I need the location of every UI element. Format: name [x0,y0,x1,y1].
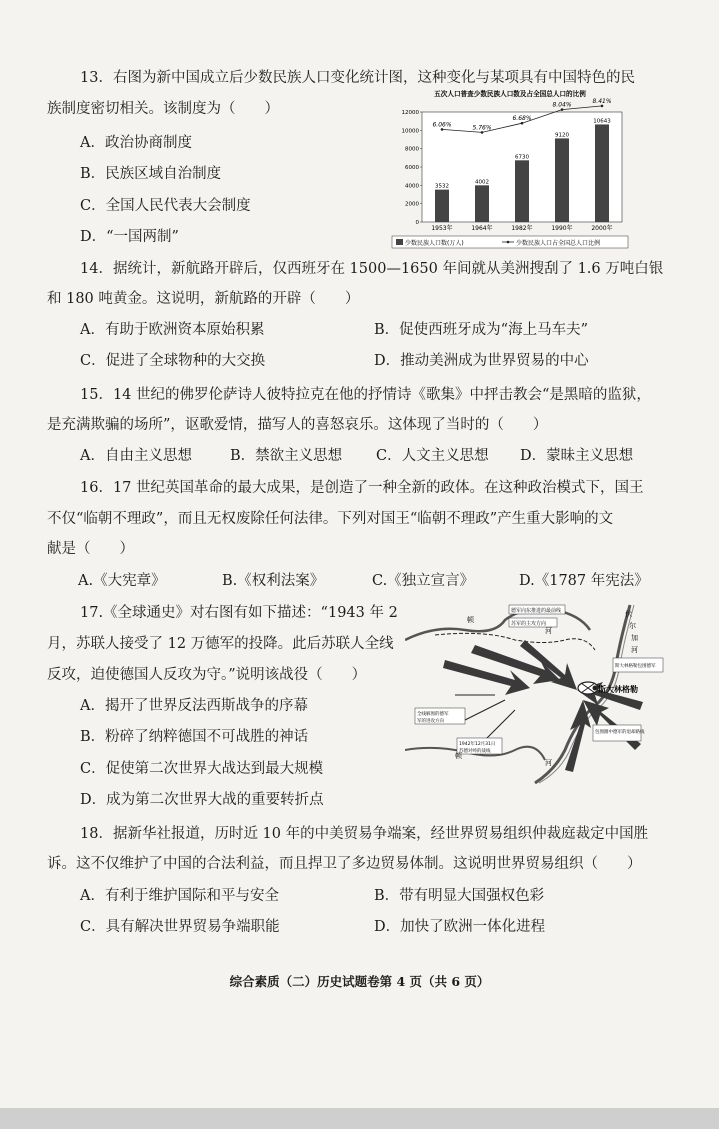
bar-value-label: 10643 [593,118,611,125]
q17-option-d[interactable]: D．成为第二次世界大战的重要转折点 [80,792,324,808]
q15-stem-line2: 是充满欺骗的场所”，讴歌爱情，描写人的喜怒哀乐。这体现了当时的（ ） [47,417,548,433]
q16-option-c[interactable]: C.《独立宣言》 [372,573,475,589]
q13-stem-line1: 13．右图为新中国成立后少数民族人口变化统计图，这种变化与某项具有中国特色的民 [80,70,635,86]
map-city-label: 斯大林格勒 [598,685,638,694]
q17-option-c[interactable]: C．促使第二次世界大战达到最大规模 [80,761,324,777]
q13-option-b[interactable]: B．民族区域自治制度 [80,166,222,182]
map-label-volga-3: 加 [631,634,638,642]
q17-stem-line3: 反攻，迫使德国人反攻为守。”说明该战役（ ） [47,667,367,683]
map-label-frontline: 苏德对峙的战线 [459,749,491,754]
q15-option-b[interactable]: B．禁欲主义思想 [230,448,343,464]
map-label-retreat: 包围圈中德军的退却路线 [595,730,645,735]
y-tick-label: 6000 [405,165,419,171]
q16-stem-line2: 不仅“临朝不理政”，而且无权废除任何法律。下列对国王“临朝不理政”产生重大影响的文 [47,511,614,527]
map-label-front: 德军向东推进的最前线 [511,608,562,614]
q13-stem-line2: 族制度密切相关。该制度为（ ） [47,101,279,117]
legend-bar-swatch [396,239,403,245]
q14-option-d[interactable]: D．推动美洲成为世界贸易的中心 [374,353,589,369]
legend-line-label: 少数民族人口占全国总人口比例 [516,240,601,247]
q17-stem-line2: 月，苏联人接受了 12 万德军的投降。此后苏联人全线 [47,636,394,652]
bar [475,185,489,222]
q15-stem-line1: 15．14 世纪的佛罗伦萨诗人彼特拉克在他的抒情诗《歌集》中抨击教会“是黑暗的监狱， [80,387,651,403]
q14-stem-line2: 和 180 吨黄金。这说明，新航路的开辟（ ） [47,291,360,307]
bar-value-label: 4002 [475,179,489,186]
percent-point [561,108,564,111]
bar [555,138,569,222]
bar [515,160,529,222]
q16-option-b[interactable]: B.《权利法案》 [222,573,325,589]
x-category-label: 1953年 [431,225,453,232]
percent-point [521,122,524,125]
percent-label: 5.76% [472,124,492,132]
q17-stem-line1: 17.《全球通史》对右图有如下描述：“1943 年 2 [80,605,398,621]
map-label-encircle: 斯大林格勒包围德军 [615,664,656,669]
map-label-don-2: 河 [545,627,552,635]
y-tick-label: 12000 [401,110,419,116]
legend-line-marker [507,241,510,244]
q15-option-c[interactable]: C．人文主义思想 [376,448,489,464]
q16-stem-line3: 献是（ ） [47,541,134,557]
y-tick-label: 2000 [405,201,419,208]
population-chart [390,88,630,254]
map-label-volga-2: 尔 [629,622,636,630]
stalingrad-battle-map [405,600,667,785]
percent-point [601,105,604,108]
map-label-volga-1: 伏 [625,610,632,618]
y-tick-label: 4000 [405,183,419,190]
legend-bar-label: 少数民族人口数(万人) [405,240,464,247]
map-label-don-1: 顿 [467,616,474,624]
map-label-don-3: 顿 [455,752,462,760]
chart-title: 五次人口普查少数民族人口数及占全国总人口的比例 [434,90,586,98]
q18-option-b[interactable]: B．带有明显大国强权色彩 [374,888,545,904]
q15-option-d[interactable]: D．蒙昧主义思想 [520,448,634,464]
percent-label: 6.68% [512,115,532,123]
q17-option-b[interactable]: B．粉碎了纳粹德国不可战胜的神话 [80,729,309,745]
bar [595,124,609,222]
q17-option-a[interactable]: A．揭开了世界反法西斯战争的序幕 [80,698,308,714]
q18-stem-line1: 18．据新华社报道，历时近 10 年的中美贸易争端案，经世界贸易组织仲裁庭裁定中国胜 [80,826,649,842]
q16-option-a[interactable]: A.《大宪章》 [78,573,166,589]
bottom-bar [0,1108,719,1129]
percent-label: 6.06% [432,121,452,129]
bar-value-label: 3532 [435,183,449,190]
x-category-label: 1982年 [511,225,533,232]
map-label-volga-4: 河 [631,646,638,654]
q14-option-c[interactable]: C．促进了全球物种的大交换 [80,353,266,369]
x-category-label: 2000年 [591,225,613,232]
q13-option-c[interactable]: C．全国人民代表大会制度 [80,198,251,214]
percent-label: 8.04% [552,101,572,109]
map-label-date: 1942年12月31日 [459,742,496,747]
q16-option-d[interactable]: D.《1787 年宪法》 [519,573,649,589]
q14-option-a[interactable]: A．有助于欧洲资本原始积累 [80,322,265,338]
percent-point [441,128,444,131]
q14-option-b[interactable]: B．促使西班牙成为“海上马车夫” [374,322,588,338]
map-label-relief-2: 军的进攻方向 [417,719,444,724]
percent-point [481,131,484,134]
q16-stem-line1: 16．17 世纪英国革命的最大成果，是创造了一种全新的政体。在这种政治模式下，国王 [80,480,644,496]
bar-value-label: 9120 [555,132,569,139]
y-tick-label: 0 [415,220,419,226]
bar-value-label: 6730 [515,154,529,161]
q14-stem-line1: 14．据统计，新航路开辟后，仅西班牙在 1500—1650 年间就从美洲搜刮了 1.6 万吨白银 [80,261,664,277]
x-category-label: 1964年 [471,225,493,232]
map-label-main-attack: 苏军的主攻方向 [511,621,547,627]
q18-option-d[interactable]: D．加快了欧洲一体化进程 [374,919,546,935]
map-label-don-4: 河 [545,759,552,767]
q18-option-c[interactable]: C．具有解决世界贸易争端职能 [80,919,280,935]
q15-option-a[interactable]: A．自由主义思想 [80,448,192,464]
y-tick-label: 8000 [405,146,419,153]
q18-stem-line2: 诉。这不仅维护了中国的合法利益，而且捍卫了多边贸易体制。这说明世界贸易组织（ ） [47,856,642,872]
q13-option-d[interactable]: D．“一国两制” [80,229,179,245]
percent-label: 8.41% [592,97,612,105]
x-category-label: 1990年 [551,225,573,232]
bar [435,190,449,222]
q18-option-a[interactable]: A．有利于维护国际和平与安全 [80,888,279,904]
y-tick-label: 10000 [401,128,419,135]
page-footer: 综合素质（二）历史试题卷第 4 页（共 6 页） [229,974,490,989]
q13-option-a[interactable]: A．政治协商制度 [80,135,192,151]
map-label-relief: 全线解围的德军 [417,712,449,717]
